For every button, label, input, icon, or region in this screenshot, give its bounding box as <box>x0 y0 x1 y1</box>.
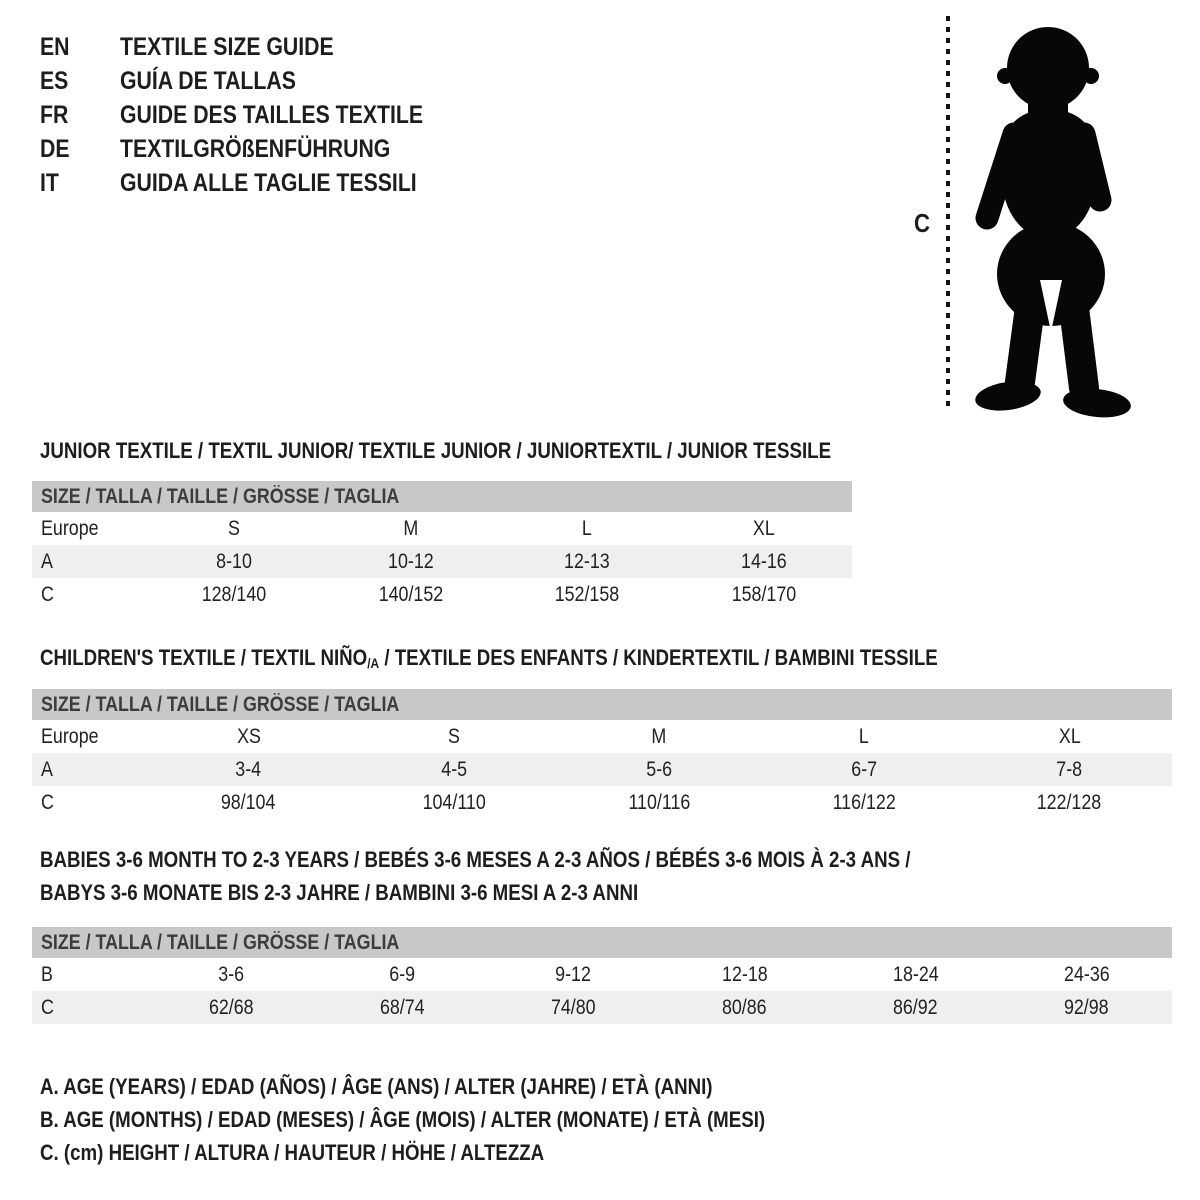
junior-size-header-bar: SIZE / TALLA / TAILLE / GRÖSSE / TAGLIA <box>32 481 852 512</box>
row-label: A <box>41 757 53 781</box>
table-row <box>32 720 1172 753</box>
size-cell: 14-16 <box>740 549 787 573</box>
language-row <box>40 64 477 98</box>
height-measure-label: C <box>914 208 930 238</box>
footnote-age-years: A. AGE (YEARS) / EDAD (AÑOS) / ÂGE (ANS) / ALTER (JAHRE) / ETÀ (ANNI) <box>40 1073 713 1099</box>
language-title: GUIDA ALLE TAGLIE TESSILI <box>120 168 417 197</box>
size-cell: S <box>447 724 460 748</box>
size-cell: 18-24 <box>892 962 939 986</box>
language-code: FR <box>40 100 69 129</box>
children-title-subscript: /A <box>367 655 380 671</box>
footnote-age-months: B. AGE (MONTHS) / EDAD (MESES) / ÂGE (MOIS) / ALTER (MONATE) / ETÀ (MESI) <box>40 1106 766 1132</box>
language-code: DE <box>40 134 70 163</box>
size-cell: 9-12 <box>555 962 592 986</box>
size-cell: 80/86 <box>722 995 767 1019</box>
row-label: C <box>41 582 54 606</box>
language-title: GUIDE DES TAILLES TEXTILE <box>120 100 424 129</box>
size-cell: 74/80 <box>551 995 596 1019</box>
size-cell: M <box>403 516 419 540</box>
size-cell: 12-18 <box>721 962 768 986</box>
language-code: EN <box>40 32 70 61</box>
babies-section-title: BABIES 3-6 MONTH TO 2-3 YEARS / BEBÉS 3-6 MESES A 2-3 AÑOS / BÉBÉS 3-6 MOIS À 2-3 ANS / BABYS 3-6 MONATE BIS 2-3 JAHRE / BAMBINI 3-6 MESI A 2-3 ANNI <box>40 847 911 905</box>
babies-size-table <box>32 958 1172 1024</box>
language-title-block <box>40 30 477 200</box>
language-code: IT <box>40 168 59 197</box>
size-cell: L <box>859 724 870 748</box>
size-cell: 7-8 <box>1056 757 1083 781</box>
size-cell: 5-6 <box>646 757 672 781</box>
junior-section-title: JUNIOR TEXTILE / TEXTIL JUNIOR/ TEXTILE JUNIOR / JUNIORTEXTIL / JUNIOR TESSILE <box>40 438 832 463</box>
size-cell: 158/170 <box>731 582 797 606</box>
children-size-table <box>32 720 1172 819</box>
language-row <box>40 30 477 64</box>
language-code: ES <box>40 66 69 95</box>
table-row <box>32 958 1172 991</box>
table-row <box>32 545 852 578</box>
language-title: TEXTILGRÖßENFÜHRUNG <box>120 134 391 163</box>
size-cell: 116/122 <box>832 790 896 814</box>
toddler-silhouette-icon <box>960 12 1140 420</box>
size-cell: 128/140 <box>201 582 267 606</box>
size-cell: 110/116 <box>628 790 690 814</box>
language-title: TEXTILE SIZE GUIDE <box>120 32 334 61</box>
row-label: C <box>41 790 54 814</box>
language-title: GUÍA DE TALLAS <box>120 66 296 95</box>
row-label: Europe <box>41 724 99 748</box>
size-cell: 104/110 <box>422 790 486 814</box>
size-cell: 122/128 <box>1037 790 1102 814</box>
size-cell: 92/98 <box>1064 995 1109 1019</box>
size-cell: 24-36 <box>1063 962 1110 986</box>
row-label: C <box>41 995 54 1019</box>
size-cell: 8-10 <box>216 549 253 573</box>
row-label: Europe <box>41 516 99 540</box>
row-label: A <box>41 549 53 573</box>
size-cell: 3-4 <box>235 757 262 781</box>
footnotes-block <box>40 1070 893 1169</box>
height-dashed-line-icon <box>946 16 950 408</box>
size-cell: 62/68 <box>209 995 254 1019</box>
size-cell: XL <box>1058 724 1081 748</box>
size-cell: 86/92 <box>893 995 938 1019</box>
table-row <box>32 753 1172 786</box>
size-cell: 6-7 <box>851 757 878 781</box>
children-section-title: CHILDREN'S TEXTILE / TEXTIL NIÑO/A / TEXTILE DES ENFANTS / KINDERTEXTIL / BAMBINI TESSILE <box>40 645 938 671</box>
children-size-header-bar: SIZE / TALLA / TAILLE / GRÖSSE / TAGLIA <box>32 689 1172 720</box>
size-cell: M <box>651 724 667 748</box>
size-cell: 3-6 <box>218 962 245 986</box>
size-cell: 152/158 <box>554 582 620 606</box>
language-row <box>40 166 477 200</box>
size-cell: L <box>582 516 593 540</box>
language-row <box>40 98 477 132</box>
table-row <box>32 786 1172 819</box>
junior-size-table <box>32 512 852 611</box>
language-row <box>40 132 477 166</box>
footnote-height-cm: C. (cm) HEIGHT / ALTURA / HAUTEUR / HÖHE / ALTEZZA <box>40 1139 545 1165</box>
size-cell: 68/74 <box>380 995 425 1019</box>
table-row <box>32 578 852 611</box>
size-cell: XL <box>752 516 775 540</box>
size-cell: 98/104 <box>221 790 276 814</box>
size-cell: XS <box>236 724 261 748</box>
table-row <box>32 512 852 545</box>
size-cell: 4-5 <box>440 757 467 781</box>
size-cell: S <box>228 516 241 540</box>
size-cell: 10-12 <box>387 549 434 573</box>
size-cell: 12-13 <box>564 549 611 573</box>
size-cell: 6-9 <box>389 962 416 986</box>
babies-size-header-bar: SIZE / TALLA / TAILLE / GRÖSSE / TAGLIA <box>32 927 1172 958</box>
table-row <box>32 991 1172 1024</box>
row-label: B <box>41 962 53 986</box>
size-cell: 140/152 <box>378 582 444 606</box>
